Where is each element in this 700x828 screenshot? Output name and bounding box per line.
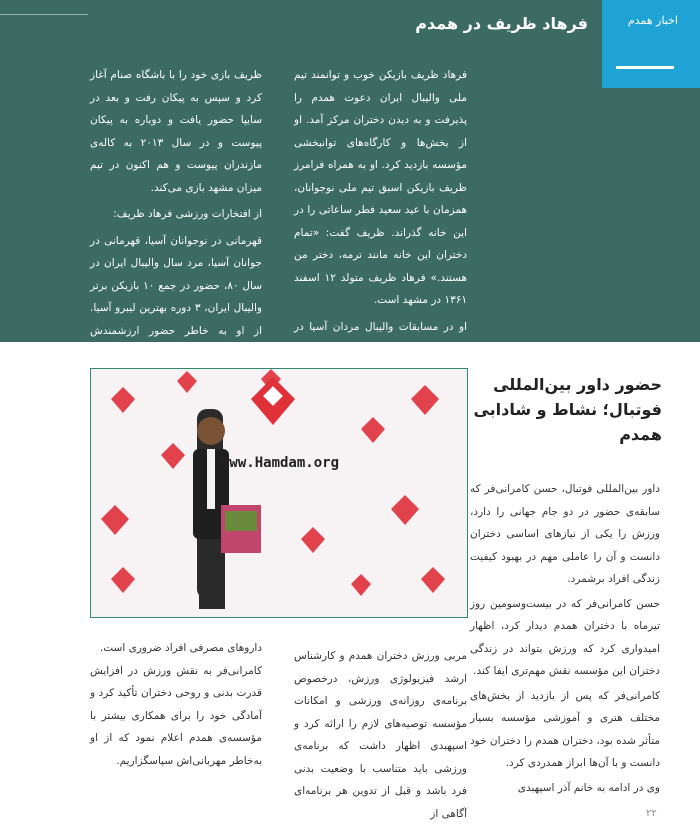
top-article-column-right: [294, 64, 467, 387]
article-paragraph: مربی ورزش دختران همدم و کارشناس ارشد فیزیولوژی ورزش، درخصوص برنامه‌ی روزانه‌ی ورزشی و امکانات مؤسسه توصیه‌های لازم را ارائه کرد و اسپهبدی اظهار داشت که برنامه‌ی ورزشی باید متناسب با وضعیت بدنی فرد باشد و قبل از تدوین هر برنامه‌ای آگاهی از: [294, 650, 467, 820]
article-paragraph: وی در ادامه به خانم آذر اسپهبدی: [517, 781, 660, 794]
article-paragraph: کامرانی‌فر به نقش ورزش در افزایش قدرت بدنی و روحی دختران تأکید کرد و آمادگی خود را برای همکاری بیشتر با مؤسسه‌ی همدم اعلام نمود که از او به‌خاطر مهربانی‌اش سپاسگزاریم.: [90, 664, 262, 767]
top-article-paragraph: قهرمانی در نوجوانان آسیا، قهرمانی در جوانان آسیا، مرد سال والیبال ایران در سال ۸۰، حضور در جمع ۱۰ بازیکن برتر والیبال ایران، ۳ دوره بهترین لیبرو آسیا. از او به خاطر حضور ارزشمندش ممنونیم.: [90, 234, 262, 359]
section-badge-bar: [616, 66, 674, 69]
second-article-column-left: [90, 637, 262, 772]
photo-backdrop: [91, 369, 467, 617]
event-photo: [90, 368, 468, 618]
top-article-title: فرهاد ظریف در همدم: [415, 14, 588, 33]
second-article-title: حضور داور بین‌المللی فوتبال؛ نشاط و شادابی همدم: [473, 375, 662, 444]
article-paragraph: داور بین‌المللی فوتبال، حسن کامرانی‌فر که سابقه‌ی حضور در دو جام جهانی را دارد، ورزش را یکی از نیازهای اساسی دختران دانست و آن را عاملی مهم در بهبود کیفیت زندگی افراد برشمرد.: [470, 483, 660, 585]
section-badge: [602, 0, 700, 88]
article-paragraph: کامرانی‌فر که پس از بازدید از بخش‌های مختلف هنری و آموزشی مؤسسه بسیار متأثر شده بود، دختران همدم را دختران خود دانست و با آن‌ها ابراز همدردی کرد.: [469, 689, 660, 769]
top-article-paragraph: ظریف بازی خود را با باشگاه صنام آغاز کرد و سپس به پیکان رفت و بعد در سایپا حضور یافت و دوباره به پیکان پیوست و در سال ۲۰۱۳ به کاله‌ی مازندران پیوست و هم اکنون در تیم میزان مشهد بازی می‌کند.: [90, 69, 262, 194]
article-paragraph: داروهای مصرفی افراد ضروری است.: [99, 642, 262, 654]
article-paragraph: حسن کامرانی‌فر که در بیست‌وسومین روز تیرماه با دختران همدم دیدار کرد، اظهار امیدواری کرد که ورزش بتواند در زندگی دختران این مؤسسه نقش مهم‌تری ایفا کند.: [470, 597, 660, 677]
top-article-column-left: [90, 64, 262, 369]
top-article-paragraph: فرهاد ظریف بازیکن خوب و توانمند تیم ملی والیبال ایران دعوت همدم را پذیرفت و به دیدن دختران مرکز آمد. او از بخش‌ها و کارگاه‌های توانبخشی مؤسسه بازدید کرد. او به همراه فرامرز ظریف بازیکن اسبق تیم ملی نوجوانان، همزمان با عید سعید فطر ساعاتی را در این خانه گذراند. ظریف گفت: «تمام دختران این خانه مانند ترمه، دختر من هستند.» فرهاد ظریف متولد ۱۲ اسفند ۱۳۶۱ در مشهد است.: [294, 69, 467, 306]
page-number: ۲۲: [646, 808, 657, 819]
backdrop-website-url: www.Hamdam.org: [221, 455, 340, 471]
second-article-column-right: [470, 478, 660, 801]
section-badge-label: اخبار همدم: [627, 14, 678, 27]
top-rule-divider: [0, 14, 88, 15]
top-article-paragraph: از افتخارات ورزشی فرهاد ظریف:: [113, 208, 262, 220]
second-article-column-middle: [294, 645, 467, 825]
top-article-paragraph: او در مسابقات والیبال مردان آسیا در سال ۲۰۱۱ بهترین لیبرو آسیا نام گرفت.: [294, 320, 467, 355]
